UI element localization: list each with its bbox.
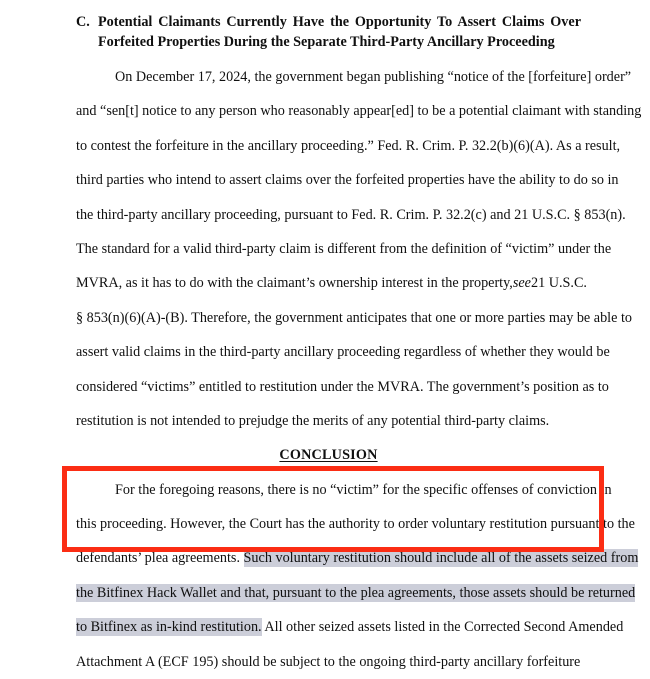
- paragraph-one-line-5: the third-party ancillary proceeding, pursuant to Fed. R. Crim. P. 32.2(c) and 21 U.S.C. § 853(n).: [76, 206, 626, 223]
- paragraph-two-line-5: [76, 610, 624, 644]
- paragraph-two-line-2: this proceeding. However, the Court has the authority to order voluntary restitution pursuant to the: [76, 516, 635, 533]
- paragraph-two-line-4: [76, 576, 636, 610]
- paragraph-two: [76, 473, 639, 679]
- paragraph-two-line-6: Attachment A (ECF 195) should be subject to the ongoing third-party ancillary forfeiture: [76, 653, 581, 670]
- paragraph-one-line-3: to contest the forfeiture in the ancillary proceeding.” Fed. R. Crim. P. 32.2(b)(6)(A). As a result,: [76, 137, 621, 154]
- paragraph-one-line-1: On December 17, 2024, the government began publishing “notice of the [forfeiture] order”: [115, 69, 632, 85]
- section-heading-line-1: Potential Claimants Currently Have the Opportunity To Assert Claims Over: [98, 14, 581, 30]
- paragraph-one-line-2: and “sen[t] notice to any person who reasonably appear[ed] to be a potential claimant with standing: [76, 103, 642, 120]
- paragraph-two-line-3: [76, 541, 639, 575]
- paragraph-two-line-3-highlighted: Such voluntary restitution should include all of the assets seized from: [243, 550, 639, 567]
- paragraph-spacer: [76, 52, 581, 60]
- conclusion-heading: [76, 438, 581, 472]
- paragraph-one-line-7-part-b: 21 U.S.C.: [530, 275, 587, 292]
- section-heading-letter: C.: [76, 14, 90, 30]
- paragraph-two-line-3-plain: defendants’ plea agreements.: [76, 550, 240, 567]
- paragraph-two-line-4-highlighted: the Bitfinex Hack Wallet and that, pursuant to the plea agreements, those assets should be returned: [76, 584, 636, 601]
- paragraph-two-line-5-plain: All other seized assets listed in the Corrected Second Amended: [264, 619, 624, 636]
- paragraph-one-line-7-italic-see: see: [512, 275, 531, 292]
- paragraph-one-line-7-part-a: MVRA, as it has to do with the claimant’s ownership interest in the property,: [76, 275, 513, 292]
- conclusion-heading-text: CONCLUSION: [279, 447, 378, 464]
- paragraph-one-line-8: § 853(n)(6)(A)-(B). Therefore, the government anticipates that one or more parties may be able to: [76, 309, 632, 326]
- document-text-body: [76, 0, 642, 679]
- section-heading-line-2: Forfeited Properties During the Separate Third-Party Ancillary Proceeding: [98, 34, 555, 50]
- paragraph-one-line-6: The standard for a valid third-party claim is different from the definition of “victim” under the: [76, 240, 612, 257]
- paragraph-one-line-11: restitution is not intended to prejudge the merits of any potential third-party claims.: [76, 412, 550, 429]
- paragraph-one-line-7: [76, 266, 587, 300]
- paragraph-two-line-5-highlighted: to Bitfinex as in-kind restitution.: [76, 619, 262, 636]
- paragraph-two-line-1: For the foregoing reasons, there is no “victim” for the specific offenses of conviction in: [115, 481, 612, 498]
- paragraph-one-line-9: assert valid claims in the third-party ancillary proceeding regardless of whether they would be: [76, 344, 610, 361]
- section-heading: [76, 12, 581, 52]
- paragraph-one: [76, 60, 642, 438]
- paragraph-one-line-4: third parties who intend to assert claims over the forfeited properties have the ability to do so in: [76, 172, 619, 189]
- section-heading-text: [98, 12, 581, 52]
- paragraph-one-line-10: considered “victims” entitled to restitution under the MVRA. The government’s position as to: [76, 378, 609, 395]
